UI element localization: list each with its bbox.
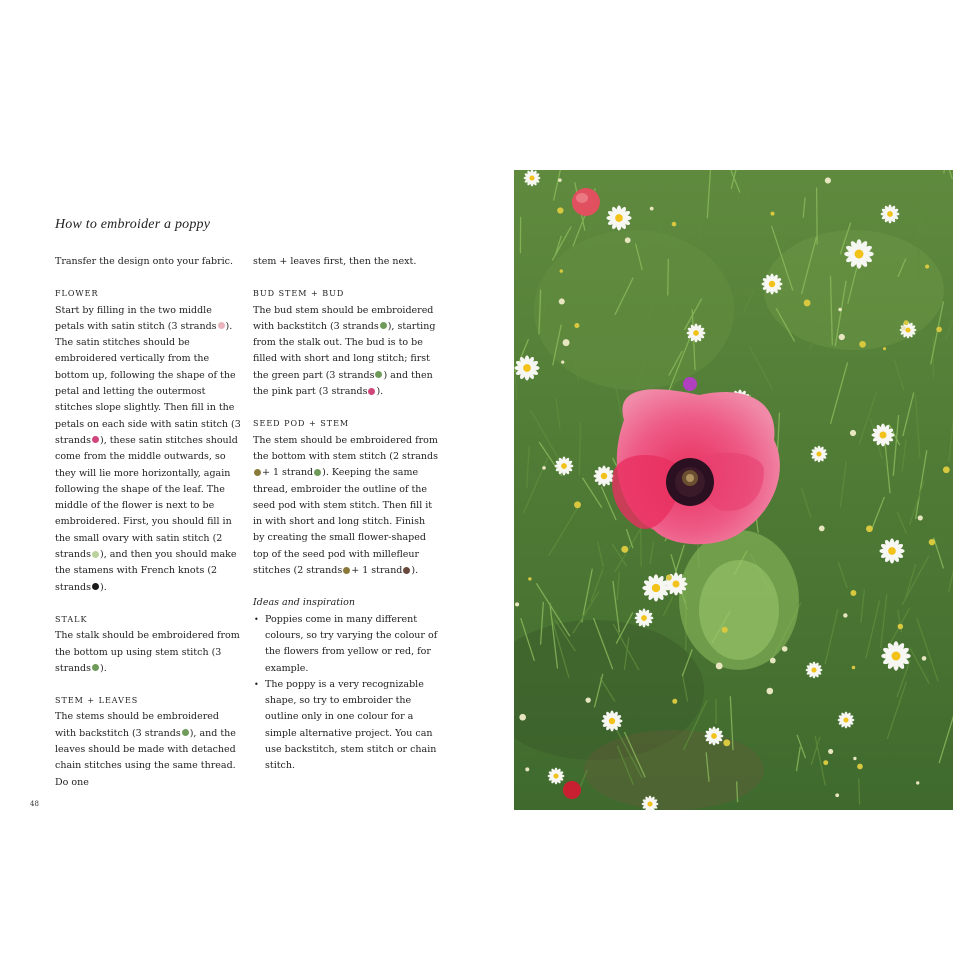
stem-leaves-continued: stem + leaves first, then the next. xyxy=(253,256,417,267)
bud-paragraph: The bud stem should be embroidered with backstitch (3 strands ), starting from the stalk out. The bud is to be filled with short and long stitch; first the green part (3 strands ) and then the pink part (3 strands ). xyxy=(253,304,436,398)
thread-swatch-olive xyxy=(254,469,261,476)
text-column-right xyxy=(253,254,439,775)
thread-swatch-green xyxy=(380,322,387,329)
text-column-left xyxy=(55,254,241,791)
section-heading-seed-pod: SEED POD + STEM xyxy=(253,419,350,429)
section-heading-stem-leaves: STEM + LEAVES xyxy=(55,696,139,706)
thread-swatch-brown xyxy=(403,567,410,574)
thread-swatch-olive xyxy=(343,567,350,574)
list-item: • The poppy is a very recognizable shape, so try to embroider the outline only in one colour for a simple alternative project. You can use backstitch, stem stitch or chain stitch. xyxy=(253,677,439,775)
thread-swatch-black xyxy=(92,583,99,590)
section-heading-stalk: STALK xyxy=(55,614,88,624)
thread-swatch-green xyxy=(314,469,321,476)
thread-swatch-light-green xyxy=(92,551,99,558)
thread-swatch-deep-pink xyxy=(92,436,99,443)
thread-swatch-light-pink xyxy=(218,322,225,329)
thread-swatch-deep-pink xyxy=(368,388,375,395)
flower-paragraph: Start by filling in the two middle petals with satin stitch (3 strands ). The satin stitches should be embroidered vertically from the bottom up, following the shape of the petal and letting the outermost stitches slope slightly. Then fill in the petals on each side with satin stitch (3 strands ), these satin stitches should come from the middle outwards, so they will lie more horizontally, again following the shape of the leaf. The middle of the flower is next to be embroidered. First, you should fill in the small ovary with satin stitch (2 strands ), and then you should make the stamens with French knots (2 strands ). xyxy=(55,304,241,593)
stem-leaves-paragraph: The stems should be embroidered with backstitch (3 strands ), and the leaves should be made with detached chain stitches using the same thread. Do one xyxy=(55,711,236,788)
ideas-list xyxy=(253,612,439,775)
section-heading-bud: BUD STEM + BUD xyxy=(253,289,345,299)
stalk-paragraph: The stalk should be embroidered from the bottom up using stem stitch (3 strands ). xyxy=(55,630,240,674)
section-heading-flower: FLOWER xyxy=(55,289,99,299)
intro-text: Transfer the design onto your fabric. xyxy=(55,256,233,267)
thread-swatch-green xyxy=(182,729,189,736)
thread-swatch-green xyxy=(92,664,99,671)
poppy-meadow-photo xyxy=(514,170,953,810)
poppy-flower xyxy=(612,389,780,544)
seed-pod-paragraph: The stem should be embroidered from the bottom with stem stitch (2 strands + 1 strand ). Keeping the same thread, embroider the outline of the seed pod with stem stitch. Then fill it in with short and long stitch. Finish by creating the small flower-shaped top of the seed pod with millefleur stitches (2 strands + 1 strand ). xyxy=(253,434,438,577)
list-item: • Poppies come in many different colours, so try varying the colour of the flowers from yellow or red, for example. xyxy=(253,612,439,677)
thread-swatch-green xyxy=(375,371,382,378)
page-title: How to embroider a poppy xyxy=(55,217,211,232)
page-number: 48 xyxy=(30,800,39,808)
ideas-heading: Ideas and inspiration xyxy=(253,597,355,609)
